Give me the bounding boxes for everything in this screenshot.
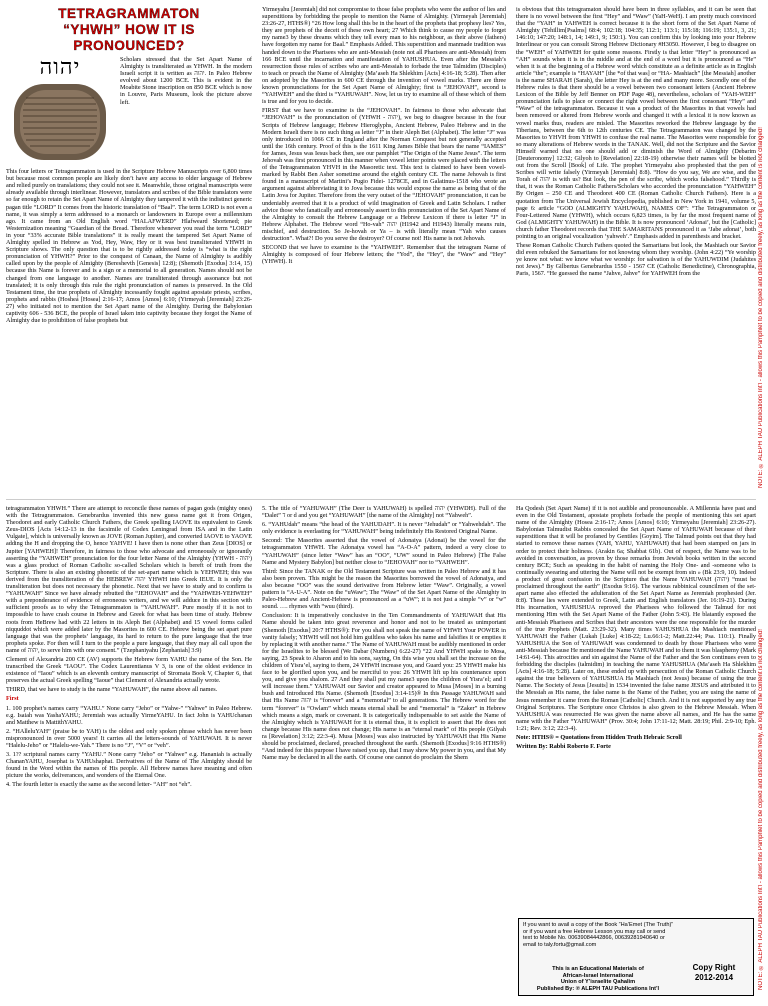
bottom-margin-note: NOTE: ℗ ALEPH TAU Publications Int’l - allows this Pamphlet to be copied and distributed freely, as long as the content is not changed! — [758, 629, 764, 990]
list-item: 5. The title of “YAHUWAH” (The Deer is YAHUWAH) is spelled יהוה (YHWDH). Full of the “Dalet” ד or d and you get “YAHUWAH” [the name of the Almighty] not “Yahweh”. — [262, 505, 506, 520]
moabite-stone-image — [6, 80, 114, 164]
list-item: 2. “HAlleluYAH” (praise be to YAH) is the oldest and only spoken phrase which has never been mispronounced in over 5000 years! It carries all the letters-sounds of YAHUWAH. It is never “Halelu-Jeho” or “Halelu-we-Yah.” There is no “J”, “V” or “veh”. — [6, 727, 252, 749]
paragraph: is obvious that this tetragramaton should have been in three syllables, and it can be seen that there is no vowel between the first “Hey” and “Waw” (YaH-WeH). I am pretty much convinced that the “YAH” in YAHWEH is correct because it is the short form of the Set Apart Name of Almighty (Tehillim[Psalms] 68:4; 102:18; 104:35; 112:1; 113:1; 115:18; 116:19; 135:1, 3, 21; 146:10; 147:20; 148:1, 14; 149:1, 9; 150:1). You can confirm this by looking into your Hebrew Interlinear or you can consult Strong Hebrew Dictionary #H3050. However, I beg to disagree on the “WEH” of YAHWEH for quite some reasons. Firstly is that letter “Hey” is pronounced as “AH” sounds when it is in the middle and at the end of a word but it is pronounced as “He” when it is at the beginning of a Hebrew word which constitute as a definite article as in English article “the”; example is “HAYAH” [the *of that was] or “HA- Mashiach” [the Messiah] another is the name SHARAH (Sarah), the letter Hey is at the end and many more. Secondly one of the Hebrew rules is that there should be a vowel between two consonant letters (Ancient Hebrew Lexicon of the Bible by Jeff Benner on PDF Page 48), nevertheless, scholars of “YAH-WEH” pronunciation fails to place or connect the right vowel between the first consonant “Hey” and “Waw” of the tetragrammaton. Because it was a product of the Masorites in that vowels had been removed or altered from Hebrew words and changed it with a lexical it is now known as vowel marks thus, readers are misled. The Masorites reworked the Hebrew language by the Tiberians, between the 6th to 12th centuries CE. The Tetragrammaton was changed by the Masorites to YHVH from YHWH to confuse the real name. The Masorites were responsible for so many alterations of Hebrew words in the TANAK. Well, did not the Scripture and the Savior Himself warned that no one should add or diminish the Word of Almighty (Debarim [Deuteronomy] 12:32; Gilyoh to [Revelation] 22:18-19) otherwise their names will be blotted out from the Scroll [Book] of Life. The prophet Yirmeyahu also prophesied that the pen of Scribes will write falsely (Yirmeyah [Jeremiah] 8:8). “How do you say, We are wise, and the Torah of יהוה is with us? But look, the pen of the scribe, which works falsehood.” Thirdly is that, it was the Roman Catholic Fathers/Scholars who accorded the pronunciation “YAHWEH” By Origen – 250 CE and Theodoret 400 CE (Roman Catholic Church Fathers). Here is a quotation from The Universal Jewish Encyclopedia, published in New York in 1941, volume 5, page 6: article “GOD (ALMIGHTY YAHUWAH), NAMES OF”: “The Tetragrammaton or Four-Lettered Name (YHWH), which occurs 6,823 times, is by far the most frequent name of God (ALMIGHTY YAHUWAH) in the Bible. It is now pronounced ‘Adonai’, but the [Catholic] church father Theodoret records that THE SAMARITANS pronounced it as ‘Jabe adonai’, both pointing to an original vocalization ‘yahweh’.” Emphasis added in parenthesis and bracket. — [516, 6, 756, 240]
list-item: 3. 1?? scriptural names carry “YAHU.” None carry “Jeho” or “Yahwe” e.g. Hananiah is actually ChananYAHU, Josephat is YAHUshaphat. Derivatives of the Name of The Almighty should be found in the Word within the names of His people. All Hebrew names have meaning and often picture the works, deliverances, and wonders of the Eternal One. — [6, 751, 252, 780]
column-2-bottom — [262, 505, 506, 997]
list-item: 1. 100 prophet’s names carry “YAHU.” None carry “Jeho” or “Yahw-” “Yahwe” in Paleo Hebrew. e.g. Isaiah was YashaYAHU; Jeremiah was actually YirmeYAHU. In fact John is YAHUchanan and Matthew is MattithYAHU. — [6, 704, 252, 726]
column-3-top — [516, 6, 756, 496]
copyright-block: Copy Right 2012-2014 — [692, 963, 736, 982]
first-heading: First — [6, 695, 19, 703]
column-3-bottom — [516, 505, 756, 915]
contact-info: If you want to avail a copy of the Book “Ha’Emet (The Truth)” or if you want a free Hebrew Lesson you may call or send text to Mobile No. 00639084442866, 00639281940640 or email to taly.fortu@gmail.com — [523, 922, 674, 948]
paragraph: This four letters or Tetragrammaton is used in the Scripture Hebrew Manuscripts over 6,800 times but because most common people are likely don’t have any access to older language of Hebrew and relied purely on translations; they could not see it. Meanwhile, those original manuscripts were already available through interlinear. However, translators and scribes of the Bible translators were so far enough to retain the Set Apart Name of Almighty they tampered it with the indistinct generic pagan title “LORD” It comes from the historic translation of “Baal”. The term LORD is not even a name, it was simply a term addressed to a monarch or landowners in Europe over a millennium ago. It came from an Old English word “HALAFWERD” Hlafweard Shortened; pie Westernization meaning “Guardian of the Bread. Therefore whenever you read the term “LORD” in your “33% accurate Bible translations” it is really meant the tampered Set Apart Name of Almighty spelled in Hebrew as Yod, Hey, Waw, Hey or it was best transliterated YHWH in Scripture shows. The only question that is to be rightly addressed today is “what is the right pronunciation of YHWH?” Prior to the conquest of Canaan, the Name of Almighty is audibly called upon by the people of Almighty (Bereshevth [Genesis] 12:8); (Shemoth [Exodus] 3:14, 15) because this Name is forever and is a sign or a memorial to all generation. Names should not be changed from one language to another. Names are transliterated through assonance but not translated; it is only through this rule the right pronunciation of names is preserved. In the Old Testament time, the true prophets of Almighty incessantly fought against apostate priests, scribes, prophets and rabbis (Hosheá [Hosea] 2:16-17; Amos [Amos] 6:10; (Yirmeyah [Jeremiah] 23:26-27) who initiated not to mention the Set Apart name of the Almighty. During the Babylonian captivity 606 - 536 BCE, the people of Israel taken into captivity because they forgot the Name of Almighty due to prohibition of false prophets but — [6, 168, 252, 325]
column-1-top — [6, 6, 252, 496]
page-divider — [6, 499, 756, 500]
conclusion-section: Conclusion: It is imperatively conclusive in the Ten Commandments of YAHUWAH that His Name should be taken into great reverence and honor and not to be treated as unimportant (Shemoth [Exodus] 20:7 HTHS®): For you shall not speak the name of YHWH Your POWER in vanity falsely; YHWH will not hold him guiltless who takes his name and falsifies it or empties it by replacing it with another name.” The Name of YAHUWAH must be audibly mentioned in order for the Israelites to be blessed (We Dabar (Numbers) 6:22-27) “22 And YHWH spake to Mosa, saying, 23 Speak to Aharon and to his sons, saying, On this wise you shall set the increase on the children of Yisra’el, saying to them, 24 YHWH increase you, and Guard you: 25 YHWH make his face to be glorified upon you, and be merciful to you: 26 YHWH lift up his countenance upon you, and give you shalom. 27 And they shall put my name3 upon the children of Yisra’el; and I will increase them.” YAHUWAH our Savior and creator appeared to Musa [Moses] in a burning bush and Introduced His Name. (Shemoth [Exodus] 3:14-15)® In this Passage YAHUWAH said that His Name יהוה is “forever” and a “memorial” to all generations. The Hebrew word for the term “forever” is “Owlam” which means eternal shall be and “memorial” is “Zaker” in Hebrew which means a sign, mark or covenant. It is categorically indispensable to set aside the Name of the Almighty which is YAHUWAH for it is eternal thus, it is explicit to assert that He does not change because His name does not change; His name is an “eternal mark” of His people (Gilyah ra [Revelation] 3:12; 22:3-4). Musa [Moses] was also instructed by YAHUWAH that His Name should be proclaimed, declared, preached throughout the earth. (Shemoth [Exodus] 9:16 HTHS®) “And indeed for this purpose I have raised you up, that I may show My power in you, and that My Name may be declared in all the earth. Of course one cannot do proclaim the Shem — [262, 612, 506, 762]
author-line: Written By: Rabbi Roberto F. Forte — [516, 743, 611, 751]
publisher-info: This is an Educational Materials of African-Israel International Union of Y’israelite Qahalim Published By: ℗ ALEPH TAU Publications Int’l — [536, 966, 660, 992]
first-section: FIRST that we have to examine is the “JEHOVAH”. In fairness to those who advocate that “JEHOVAH” is the pronunciation of (YHWH - יהוה), we beg to disagree because in the four Scripts of Hebrew language; Hebrew Hieroglyphs, Ancient Hebrew, Paleo Hebrew and in the Modern Israeli there is no such thing as letter “J” in their Aleph Bet (Alphabet). The letter “J” was only introduced in 1066 CE in England after the Norman Conquest but not generally accepted until the 16th century. Proof of this is the 1611 King James Bible that bears the name “IAMES” for James, Jesus was Iesus back then, see our pamphlet “The Origin of the Name Jesus”. The term Jehovah was first pronounced in this manner when vowel letter points were placed with the letters of the Tetragrammaton YHVH in the Masoretic text. This text is claimed to have been vowel-marked by Rabbi Ben Asher sometime around the eighth century CE. The name Jehovah is first found in a manuscript of Martini’s Pugio Fidei- 1278CE, and in Galatinus-1518 who wrote an argument against abbreviating it to Jova because this would expose the name as being that of the Latin Jova for Jupiter. Therefore from the very outset of the “JEHOVAH” pronunciation, it can be undeniably averred that it is a product of wild imagination of Greek and Latin Scholars. I rather advice those who fanatically and erroneously assert to this pronunciation of the Set Apart Name of the Almighty to consult the Hebrew Language or a Hebrew Lexicon if there is letter “J” in Hebrew Alphabet. The Hebrew word “Ho-vah” יהוה (H1942 and H1943) literally means ruin, mischief, and destruction. So Je-hovah or Ya – is with literally mean “Yah who causes destruction”. What?! Do you serve the destroyer? Of course not! His name is not Jehovah. — [262, 107, 506, 242]
paragraph: Ha Qodesh (Set Apart Name) if it is not audible and pronounceable. A Millennia have past and even in the Old Testament, apostate prophets forbade the people of mentioning this set apart name of the Almighty (Hosea 2:16-17; Amos [Amos] 6:10; Yirmeyahu [Jeremiah] 23:26-27). Babylonian Talmudist Rabbis concealed the Set Apart Name of YAHUWAH because of their superstitions that it will be profaned by Gentiles [Goyim]. The Talmud points out that they had started to remove these names (YAH, YAHU, YAHUWAH) that had been stamped on jars in order to protect their holiness. (Arakin 6a; Shabbat 61b). Out of respect, the Name was to be avoided in conversation, as proven by those remarks from Jewish books written in the second century BCE; Such as speaking in the habit of naming the Holy One- and -someone who is continually swearing and uttering the Name will not be exempt from sin » (Bk 23:9, 10). Indeed a product of great confusion in the Scripture that the Name YAHUWAH (יהוה) “must be proclaimed throughout the earth” (Exodus 9:16). The various rabbinical councilmen of the set-apart name also effected the adulteration of the Set Apart Name as Jeremiah prophesied (Jer. 8:8). These lies were extended to Greek, Latin and English translators (Jer. 16:19-21). During His incarnation, YAHUSHUA reproved the Pharisees who followed the Talmud for not mentioning Him with the Set Apart Name of the Father (John 5:43). He blatantly exposed the anti-Messiah Pharisees and Scribes that their ancestors were the one responsible for the murder of the true Prophets (Matt. 23:29-32). Many times YAHUSHUA the Mashiach mentioned YAHUWAH the Father (Lukah [Luke] 4:18-22; Lu.66:1-2; Matt.22:44; Psa. 110:1). Finally YAHUSHUA the Son of YAHUWAH was condemned to death by those Pharisees who were anti-Messiah because He mentioned the Name YAHUWAH and to them it was blasphemy (Mark 14:61-64). This atrocities and sin against the Name of the Father and the Son continues even to forbidding the disciples (talmidim) in teaching the name YAHUSHUA (Ma’aseh Ha Shlekhim [Acts] 4:16-18; 5:28). Later on, these ended up with persecution of the Roman Catholic Church against the true believers of YAHUSHUA Ha Mashiach (not Jesus) because of using the true Name. The Society of Jesus [Jesuits] in 1534 invented the false name JESUS and attributed it to the Messiah as His name, the false name is the Name of the Father, you are using the name of Jesus remember it came from the Roman [Catholic] Church. And it is not supported by any true Original Scriptures. The Scripture once Christos is also given to the Hebrew Messiah. When YAHUSHUA was resurrected He was given the name above all names, and He has the same name with the Father “YAHUWAH” (Prov. 30:4; John 17:11-12; Matt. 28:19; Phil. 2:9-10; Eph. 1:21; Rev. 3:12; 22:3-4). — [516, 505, 756, 732]
note: Note: HTHS® = Quotations from Hidden Truth Hebraic Scroll — [516, 734, 682, 741]
list-item: 6. “YAHUdah” means “the head of the YAHUDAH”. It is never “Jehudah” or “Yahwehdah”. The only evidence is everlasting for “YAHUWAH” being indefinitely His Restored Original Name. — [262, 521, 506, 536]
top-margin-note: NOTE: ℗ ALEPH TAU Publications Int’l - allows this Pamphlet to be copied and distributed freely, as long as the content is not changed! — [758, 127, 764, 488]
second-section: SECOND that we have to examine is the “YAHWEH”. Remember that the tetragram Name of Almighty is composed of four Hebrew letters; the “Yod”, the “Hey”, the “Waw” and “Hey” (YHWH). It — [262, 244, 506, 266]
hebrew-header — [6, 56, 252, 166]
document-title: TETRAGRAMMATON “YHWH” HOW IT IS PRONOUNCED? — [58, 6, 200, 53]
tetragrammaton-glyphs: יהוה — [6, 56, 114, 166]
column-2-top — [262, 6, 506, 496]
paragraph: tetragrammaton YHWH.” There are attempt to reconcile these names of pagan gods (mighty ones) with the Tetragrammaton. Genebrardus invented this new guess name got it from Origen, Theodoret and early Catholic Church Fathers, the Greek spelling IAOVE its equivalent to Greek Zeus-DIOS [Acts 14:12-13 in the facsimile of Codex Leningrad from ISA and in the Latin Vulgate], which is universally known as JOVE (Roman Jupiter), and converted IAOVE to YAOVE adding the H and dropping the O, hence YAHVE! I have then is none other than Zeus [DIOS] or Jupiter [YAHWEH]! Therefore, in fairness to those who advocate and erroneously or ignorantly asserting the “YAHWEH” pronunciation for the four letter Name of the Almighty (YHWH - יהוה) was a glass product of Roman Catholic so-called Scholars which is bereft of truth from the Scripture. There is also an existing phonetic of the set-apart name which is YEHWEH; this was derived from the transliteration of the HEBREW יהוה YHWH into Greek IEUE. It is only the transliteration but does not necessary the phonetic. Next that we have to study and to confirm is “YAHUWAH” Since we have already rebutted the “JEHOVAH” and the “YAHWEH-YEHWEH” with a preponderance of evidence of erroneous writers, and we will adduce in this section with sufficient proofs as to why the Tetragrammaton is “YAHUWAH”. Pure mostly if it is not to impossible to have crash course in Hebrew and Greek for what has been time of study. Hebrew roots from HeBrew had with 22 letters in its Aleph Bet (Alphabet) and 15 vowel forms called niqquddot which were added later by the Masorites in 600 CE. Hebrew being the set apart pure language that was the prophets’ language, its hard to return to the pure language that the true prophets spoke. For then will I turn to the people a pure language, that they may all call upon the name of יהוה, to serve him with one consent.” (Tzephaniyahu [Zephaniah] 3:9) — [6, 505, 252, 654]
third-section: Third: Since the TANAK or the Old Testament Scripture was written in Paleo Hebrew and it has also been proven. This might be the reason the Masorites borrowed the vowel of Adonaiya, and also because “OO” was the sound derivative from Hebrew letter “Waw”. Originally, a vowel pattern is “A-U-A”. Note on the “uWaw”; The “Waw” of the Set Apart Name of the Almighty in Paleo-Hebrew and Ancient-Hebrew is pronounced as a “uW”; it is not just a simple “v” or “w” sound. …. rhymes with “wuu (third). — [262, 567, 506, 611]
paragraph: Clement of Alexandria 200 CE (AV) supports the Hebrew form YAHU the name of the Son. He transcribed the Greek “IAOU”. The Codex Laurentianus V 3, is one of the oldest evidence in existence of “Iaou” which is an eleventh century manuscript of Stromata Book V, Chapter 6, that preserves the actual Greek spelling “Iaoue” that Clement of Alexandria actually wrote. — [6, 655, 252, 685]
contact-notice-box — [518, 918, 754, 996]
column-1-bottom — [6, 505, 252, 997]
paragraph: These Roman Catholic Church Fathers quoted the Samaritans but look, the Mashiach our Savior did even rebuked the Samaritans for not knowing whom they worship. (John 4:22) “Ye worship ye know not what: we know what we worship: for salvation is of the YAHUWDIM (Judahites not Jews).” By Gilbertus Genebrardus 1550 - 1567 CE (Catholic Benedictine), Chronographia, Paris, 1567. “He guessed the name “Jahve, Jahve” for YAHWEH from the — [516, 242, 756, 278]
list-item: 4. The fourth letter is exactly the same as the second letter- “AH” not “eh”. — [6, 781, 192, 789]
vertical-margin-notes — [756, 0, 768, 1006]
second-section: Second: The Masorites asserted that the vowel of Adonaiya (Adonai) be the vowel for the tetragrammaton YHWH. The Adonaiya vowel has “A-O-A” pattern, indeed a very close to “YAHUWAH” (since letter “Waw” has an “OO”, “UW” sound in Paleo Hebrew) [The False Name and Mystery Babylon] but neither close to “JEHOVAH” nor to “YAHWEH”. — [262, 537, 506, 566]
paragraph: THIRD, that we have to study is the name “YAHUWAH”, the name above all names. — [6, 686, 218, 694]
paragraph: Yirmeyahu [Jeremiah] did not compromise to those false prophets who were the author of lies and superstitions by forbidding the people to mention the Name of Almighty. (Yirmeyah [Jeremiah] 23:26-27, HTHS®) “26 How long shall this be in the heart of the prophets that prophesy lies? Yes, they are prophets of the deceit of these own heart; 27 Which think to cause my people to forget my name3 by these dreams which they tell every man to his neighbour, as their above (fathers) have forgotten my name for Baal.” Emphasis Added. This superstition and manmade tradition was handed down to the Pharisees who are anti-Messiah (note not all Pharisees are anti-Messiah) from 166 BCE until the incarnation and manifestation of YAHUSHUA. Even after the Messiah’s resurrection those rules of scribes who are anti-Messiah to forbade the true Talmidim (Disciples) to teach or preach the Name of Almighty (Ma’aseh Ha Shlekhim [Acts] 4:16-18; 5:28). Then after on adopted by the Masorites in 600 CE through the invention of vowel marks. There are three known pronunciations for the Set Apart Name of Almighty; first is “JEHOVAH”, second is “YAHWEH” and the third is “YAHUWAH”. Now, let us try to examine all of these which of them is true and for you to decide. — [262, 6, 506, 106]
intro-paragraph: Scholars stressed that the Set Apart Name of Almighty is transliterated as YHWH. In the modern Israeli script it is written as יהוה. In Paleo Hebrew evolved about 1200 BCE. This is evident in the Moabite Stone inscription on 850 BCE which is now in Louvre, Paris Museum, look the picture above left. — [120, 56, 252, 106]
